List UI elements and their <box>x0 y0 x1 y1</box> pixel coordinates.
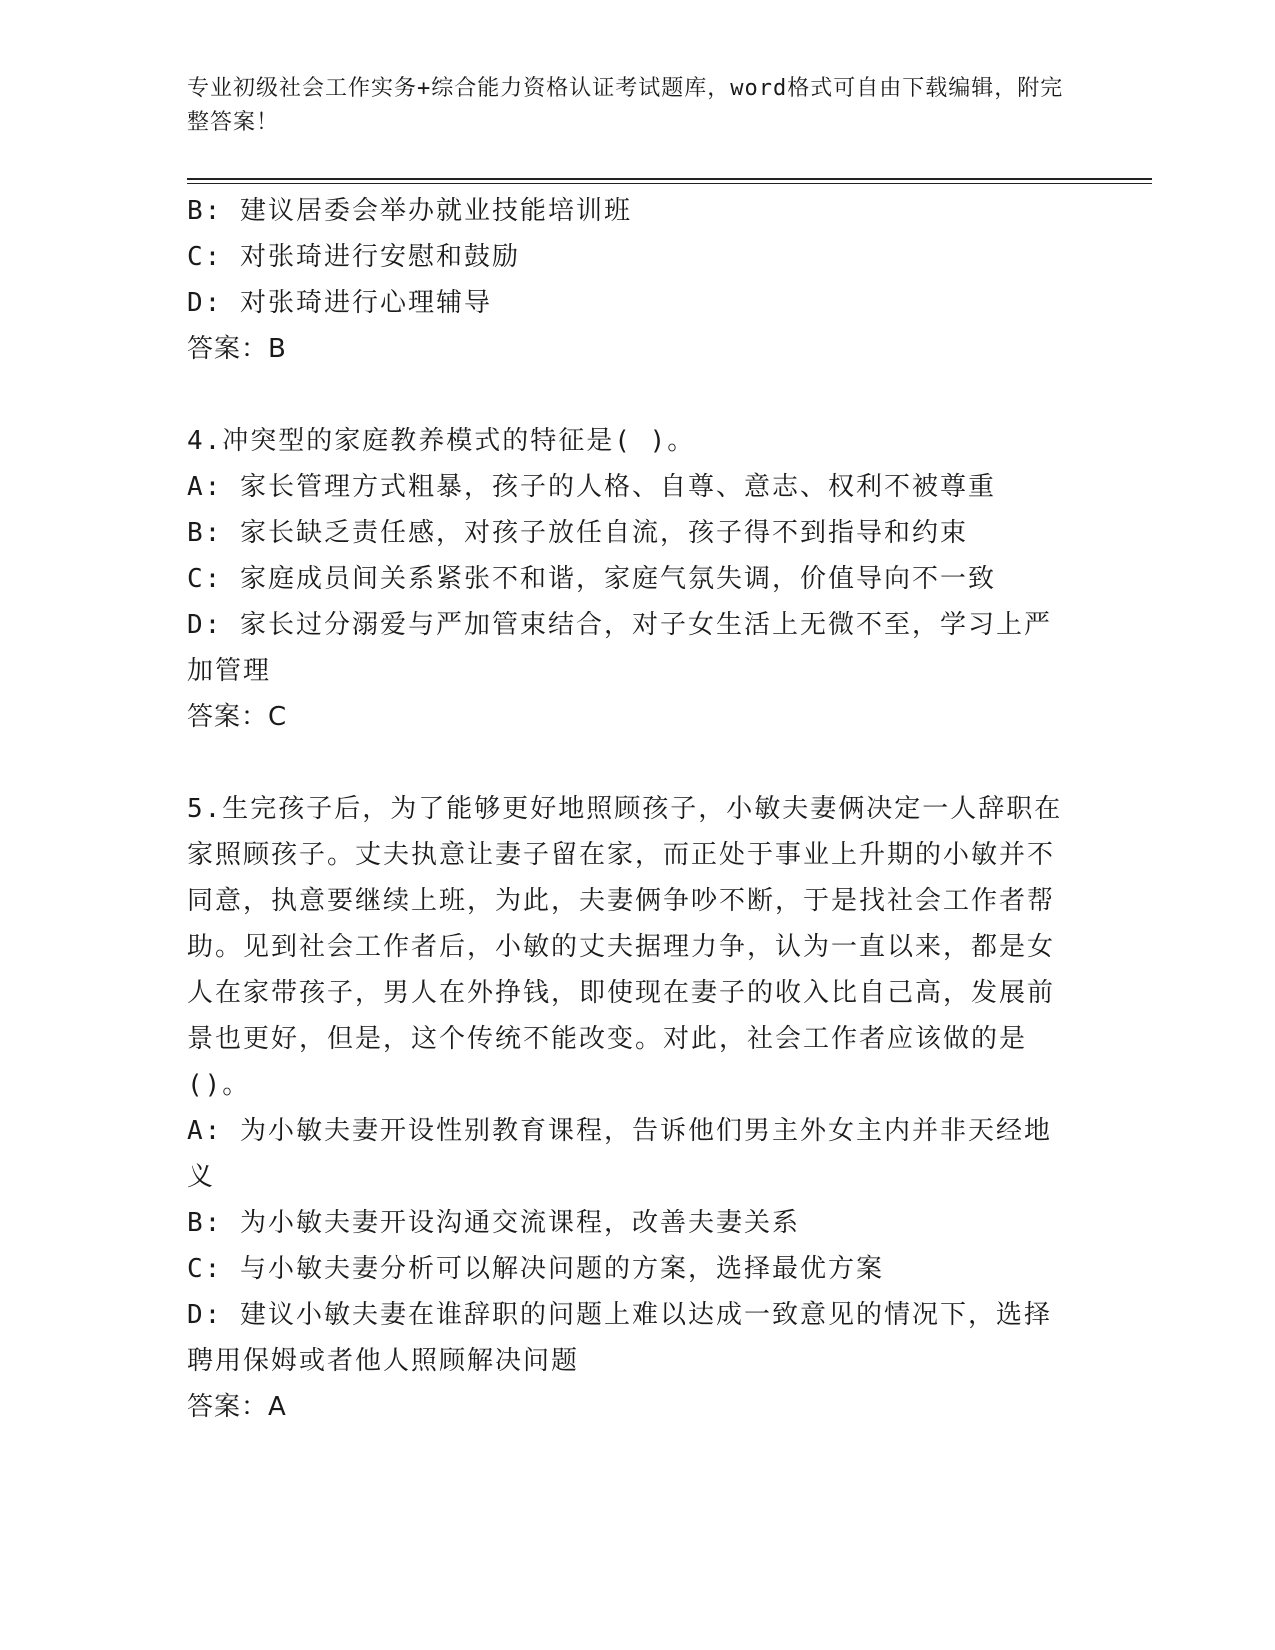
q4-option-a: A: 家长管理方式粗暴，孩子的人格、自尊、意志、权利不被尊重 <box>187 472 996 502</box>
q5-option-c: C: 与小敏夫妻分析可以解决问题的方案，选择最优方案 <box>187 1254 884 1284</box>
q4-option-d: D: 家长过分溺爱与严加管束结合，对子女生活上无微不至，学习上严加管理 <box>187 610 1052 686</box>
header-rule-thick <box>187 178 1152 180</box>
spacer <box>187 372 1077 418</box>
q3-answer: 答案：B <box>187 334 287 364</box>
q5-question: 5.生完孩子后，为了能够更好地照顾孩子，小敏夫妻俩决定一人辞职在家照顾孩子。丈夫执意让妻子留在家，而正处于事业上升期的小敏并不同意，执意要继续上班，为此，夫妻俩争吵不断，于是找社会工作者帮助。见到社会工作者后，小敏的丈夫据理力争，认为一直以来，都是女人在家带孩子，男人在外挣钱，即使现在妻子的收入比自己高，发展前景也更好，但是，这个传统不能改变。对此，社会工作者应该做的是()。 <box>187 794 1063 1100</box>
document-header: 专业初级社会工作实务+综合能力资格认证考试题库，word格式可自由下载编辑，附完整答案！ <box>187 76 1064 135</box>
question-5-block <box>187 786 1077 1430</box>
question-3-block <box>187 188 1077 372</box>
q3-option-c: C: 对张琦进行安慰和鼓励 <box>187 242 520 272</box>
q3-option-b: B: 建议居委会举办就业技能培训班 <box>187 196 632 226</box>
q4-option-c: C: 家庭成员间关系紧张不和谐，家庭气氛失调，价值导向不一致 <box>187 564 996 594</box>
q4-question: 4.冲突型的家庭教养模式的特征是( )。 <box>187 426 696 456</box>
spacer <box>187 740 1077 786</box>
q4-option-b: B: 家长缺乏责任感，对孩子放任自流，孩子得不到指导和约束 <box>187 518 968 548</box>
question-content <box>187 188 1077 1430</box>
q5-option-b: B: 为小敏夫妻开设沟通交流课程，改善夫妻关系 <box>187 1208 800 1238</box>
header-rule-thin <box>187 183 1152 184</box>
q5-option-a: A: 为小敏夫妻开设性别教育课程，告诉他们男主外女主内并非天经地义 <box>187 1116 1052 1192</box>
question-4-block <box>187 418 1077 740</box>
q5-option-d: D: 建议小敏夫妻在谁辞职的问题上难以达成一致意见的情况下，选择聘用保姆或者他人照顾解决问题 <box>187 1300 1052 1376</box>
q4-answer: 答案：C <box>187 702 288 732</box>
q3-option-d: D: 对张琦进行心理辅导 <box>187 288 492 318</box>
q5-answer: 答案：A <box>187 1392 287 1422</box>
